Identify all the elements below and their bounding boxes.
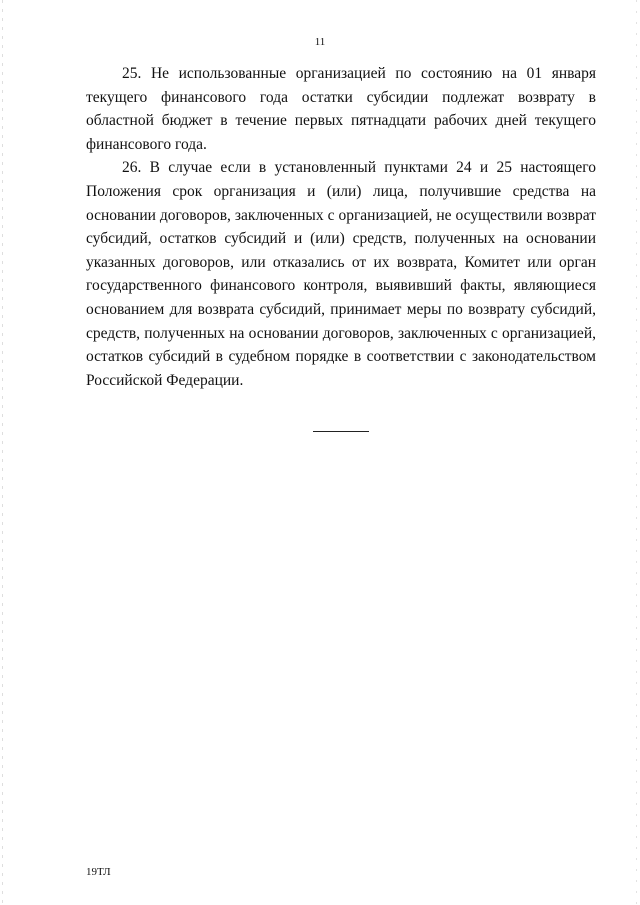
paragraph-26: 26. В случае если в установленный пунктами 24 и 25 настоящего Положения срок организация и (или) лица, получившие средства на основании договоров, заключенных с организацией, не осуществили возврат субсидий, остатков субсидий и (или) средств, полученных на основании указанных договоров, или отказались от их возврата, Комитет или орган государственного финансового контроля, выявивший факты, являющиеся основанием для возврата субсидий, принимает меры по возврату субсидий, средств, полученных на основании договоров, заключенных с организацией, остатков субсидий в судебном порядке в соответствии с законодательством Российской Федерации.: [86, 159, 596, 389]
end-separator-line: [313, 431, 369, 432]
paragraph-25: 25. Не использованные организацией по состоянию на 01 января текущего финансового года остатки субсидии подлежат возврату в областной бюджет в течение первых пятнадцати рабочих дней текущего финансового года.: [86, 65, 596, 153]
page-number: 11: [314, 36, 326, 48]
footer-code: 19ТЛ: [86, 866, 111, 878]
scan-edge-left: [2, 0, 3, 905]
document-body: [86, 62, 596, 392]
scan-edge-right: [636, 0, 637, 905]
